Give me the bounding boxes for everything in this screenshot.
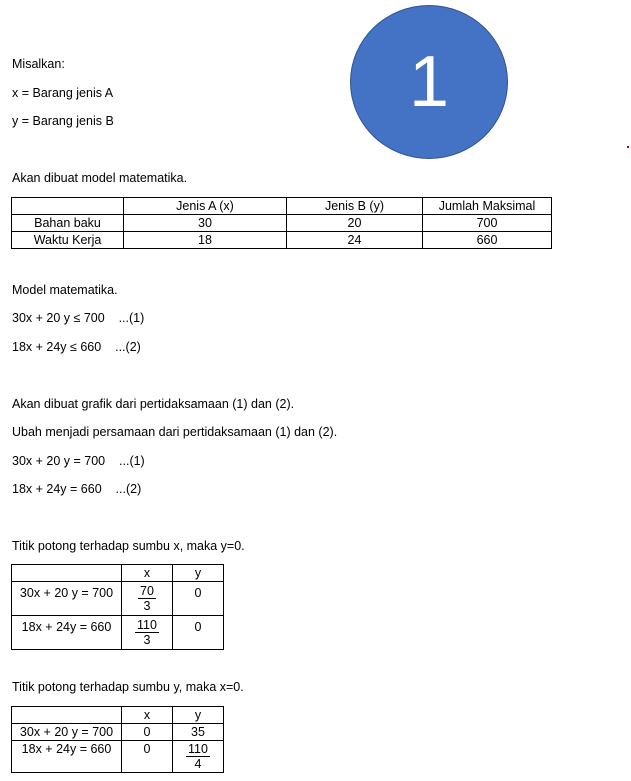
table-row bbox=[12, 741, 224, 773]
table-row bbox=[12, 215, 552, 232]
fraction bbox=[138, 584, 156, 613]
x-intercept-table bbox=[11, 564, 224, 650]
header-cell: x bbox=[122, 707, 173, 724]
table-cell: 20 bbox=[287, 215, 423, 232]
header-cell: y bbox=[173, 565, 224, 582]
header-cell: x bbox=[122, 565, 173, 582]
equation-cell: 30x + 20 y = 700 bbox=[12, 582, 122, 616]
table-header-row bbox=[12, 707, 224, 724]
fraction-numerator: 110 bbox=[188, 742, 208, 756]
inequality-1: 30x + 20 y ≤ 700 ...(1) bbox=[12, 311, 145, 325]
y-definition: y = Barang jenis B bbox=[12, 114, 114, 128]
production-table bbox=[11, 197, 552, 249]
table-row bbox=[12, 616, 224, 650]
header-cell: Jenis A (x) bbox=[124, 198, 287, 215]
fraction-denominator: 3 bbox=[143, 633, 151, 647]
equation-cell: 18x + 24y = 660 bbox=[12, 616, 122, 650]
fraction-numerator: 70 bbox=[140, 584, 154, 598]
fraction bbox=[135, 618, 159, 647]
x-intercept-heading: Titik potong terhadap sumbu x, maka y=0. bbox=[12, 539, 245, 553]
graph-convert: Ubah menjadi persamaan dari pertidaksamaan (1) dan (2). bbox=[12, 425, 338, 439]
header-cell bbox=[12, 198, 124, 215]
fraction-cell bbox=[173, 741, 224, 773]
table-row bbox=[12, 232, 552, 249]
table-cell: 700 bbox=[423, 215, 552, 232]
fraction-numerator: 110 bbox=[137, 618, 157, 632]
y-intercept-table bbox=[11, 706, 224, 773]
x-definition: x = Barang jenis A bbox=[12, 86, 114, 100]
table-cell: 660 bbox=[423, 232, 552, 249]
graph-intro: Akan dibuat grafik dari pertidaksamaan (1) dan (2). bbox=[12, 397, 295, 411]
table-row bbox=[12, 724, 224, 741]
table-cell: 18 bbox=[124, 232, 287, 249]
table-header-row bbox=[12, 198, 552, 215]
header-cell: Jumlah Maksimal bbox=[423, 198, 552, 215]
equation-cell: 30x + 20 y = 700 bbox=[12, 724, 122, 741]
fraction-cell bbox=[122, 616, 173, 650]
y-intercept-heading: Titik potong terhadap sumbu y, maka x=0. bbox=[12, 680, 244, 694]
fraction-denominator: 4 bbox=[194, 757, 202, 771]
table-header-row bbox=[12, 565, 224, 582]
red-dot-mark bbox=[627, 146, 629, 148]
table-cell: 0 bbox=[122, 724, 173, 741]
model-heading: Akan dibuat model matematika. bbox=[12, 171, 188, 185]
number-badge: 1 bbox=[350, 5, 508, 159]
model-title: Model matematika. bbox=[12, 283, 118, 297]
equation-1: 30x + 20 y = 700 ...(1) bbox=[12, 454, 145, 468]
fraction bbox=[186, 742, 210, 771]
table-cell: 30 bbox=[124, 215, 287, 232]
table-cell: 35 bbox=[173, 724, 224, 741]
fraction-denominator: 3 bbox=[143, 599, 151, 613]
fraction-cell bbox=[122, 582, 173, 616]
table-cell: 0 bbox=[173, 616, 224, 650]
row-label: Bahan baku bbox=[12, 215, 124, 232]
inequality-2: 18x + 24y ≤ 660 ...(2) bbox=[12, 340, 141, 354]
header-cell bbox=[12, 707, 122, 724]
equation-cell: 18x + 24y = 660 bbox=[12, 741, 122, 773]
equation-2: 18x + 24y = 660 ...(2) bbox=[12, 482, 142, 496]
header-cell bbox=[12, 565, 122, 582]
row-label: Waktu Kerja bbox=[12, 232, 124, 249]
table-cell: 0 bbox=[122, 741, 173, 773]
misalkan-label: Misalkan: bbox=[12, 57, 65, 71]
table-cell: 24 bbox=[287, 232, 423, 249]
header-cell: y bbox=[173, 707, 224, 724]
table-row bbox=[12, 582, 224, 616]
table-cell: 0 bbox=[173, 582, 224, 616]
header-cell: Jenis B (y) bbox=[287, 198, 423, 215]
